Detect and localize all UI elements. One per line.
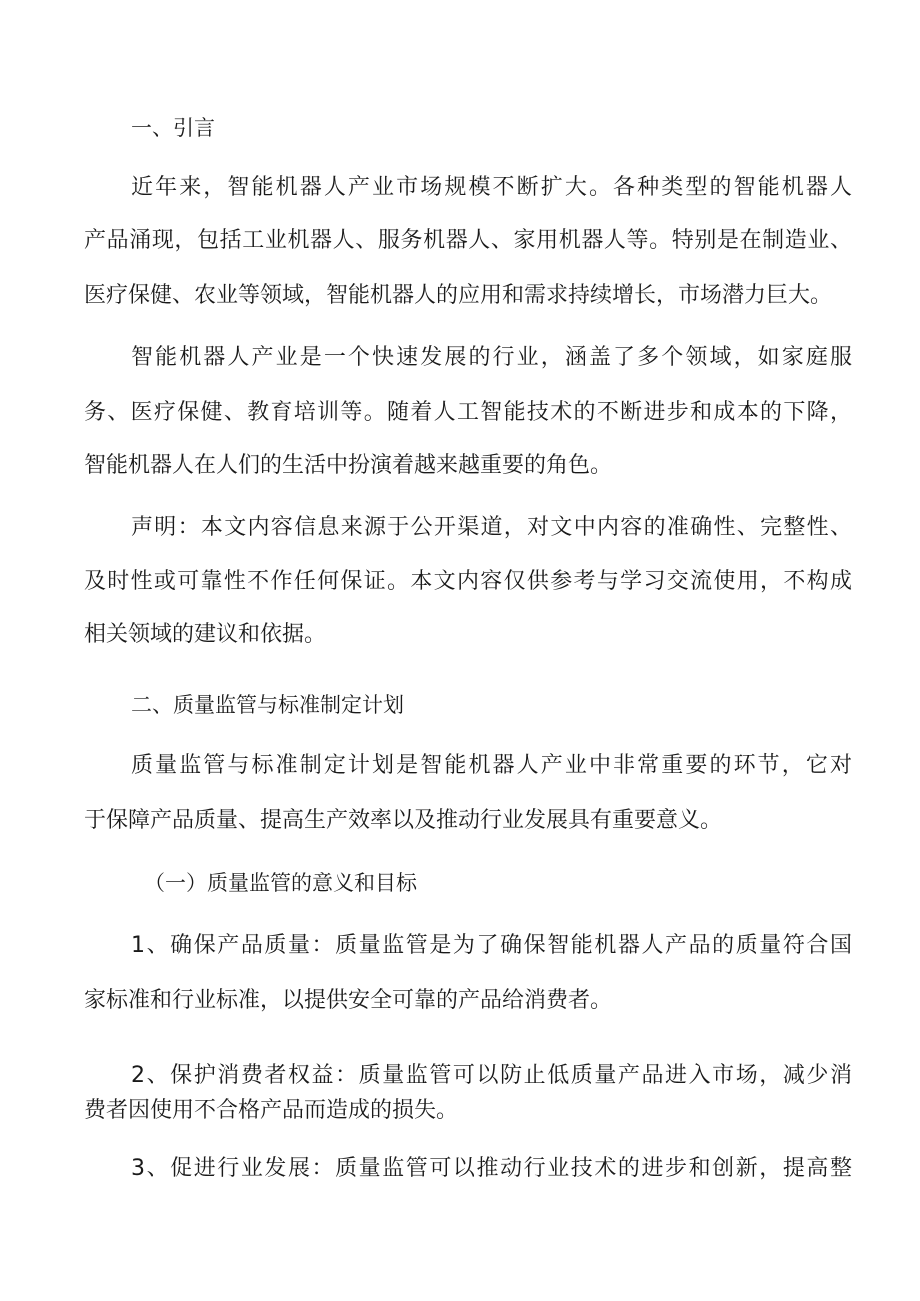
paragraph-line: 及时性或可靠性不作任何保证。本文内容仅供参考与学习交流使用，不构成 [84, 569, 852, 594]
paragraph-line: 近年来，智能机器人产业市场规模不断扩大。各种类型的智能机器人 [131, 175, 852, 200]
paragraph-line: 3、促进行业发展：质量监管可以推动行业技术的进步和创新，提高整 [131, 1156, 852, 1181]
paragraph-line: 家标准和行业标准，以提供安全可靠的产品给消费者。 [84, 988, 613, 1013]
paragraph-line: 智能机器人产业是一个快速发展的行业，涵盖了多个领域，如家庭服 [131, 345, 852, 370]
paragraph-line: 质量监管与标准制定计划是智能机器人产业中非常重要的环节，它对 [131, 753, 852, 778]
paragraph-line: 声明：本文内容信息来源于公开渠道，对文中内容的准确性、完整性、 [131, 515, 852, 540]
paragraph-line: 智能机器人在人们的生活中扮演着越来越重要的角色。 [84, 453, 613, 478]
paragraph-line: 务、医疗保健、教育培训等。随着人工智能技术的不断进步和成本的下降， [84, 400, 852, 425]
paragraph-line: 产品涌现，包括工业机器人、服务机器人、家用机器人等。特别是在制造业、 [84, 228, 852, 253]
paragraph-line: 医疗保健、农业等领域，智能机器人的应用和需求持续增长，市场潜力巨大。 [84, 283, 833, 308]
section-heading-introduction: 一、引言 [131, 116, 215, 140]
subsection-heading-significance: （一）质量监管的意义和目标 [144, 871, 417, 895]
paragraph-line: 相关领域的建议和依据。 [84, 622, 327, 647]
paragraph-line: 2、保护消费者权益：质量监管可以防止低质量产品进入市场，减少消 [131, 1063, 852, 1088]
paragraph-line: 费者因使用不合格产品而造成的损失。 [84, 1098, 459, 1123]
paragraph-line: 于保障产品质量、提高生产效率以及推动行业发展具有重要意义。 [84, 808, 723, 833]
section-heading-quality-supervision: 二、质量监管与标准制定计划 [131, 693, 404, 717]
paragraph-line: 1、确保产品质量：质量监管是为了确保智能机器人产品的质量符合国 [131, 933, 852, 958]
